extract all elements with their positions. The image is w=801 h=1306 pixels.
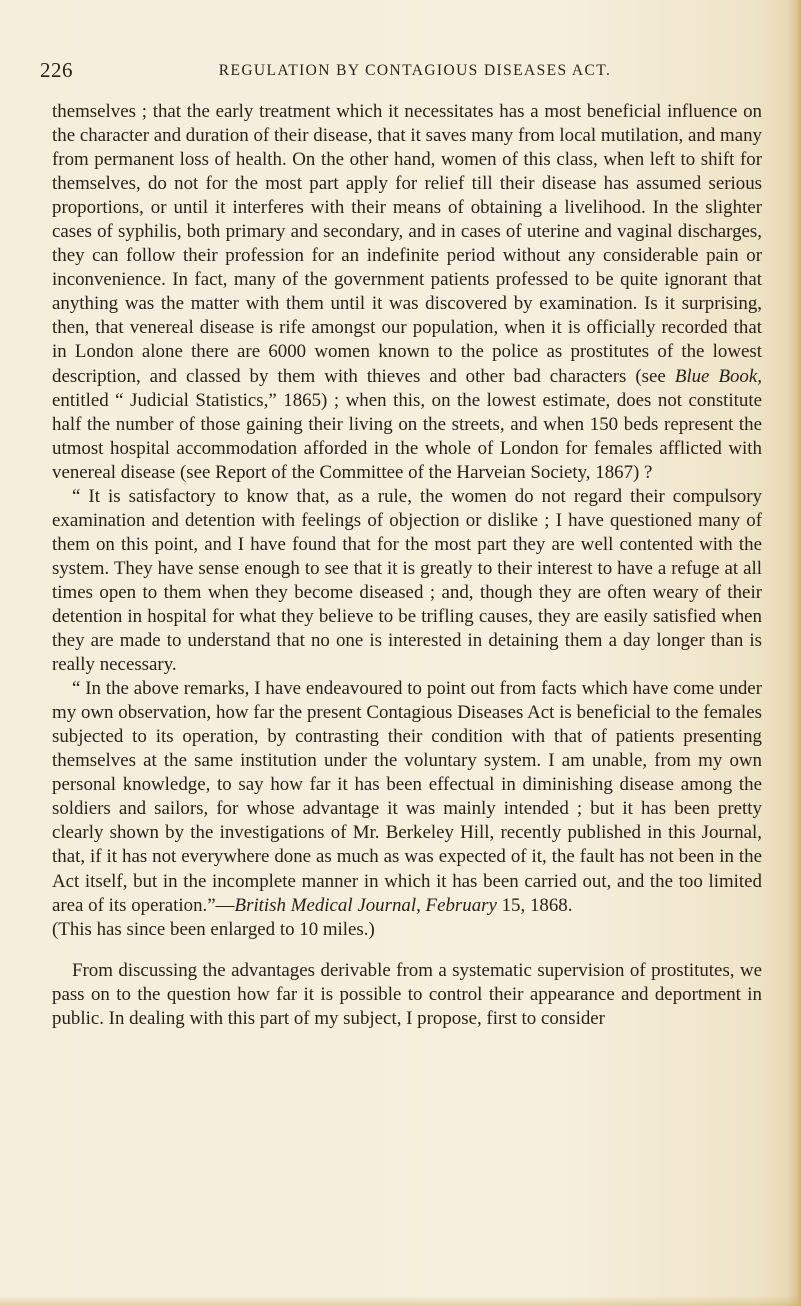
blue-book-title: Blue Book,: [674, 365, 762, 387]
paragraph-gap: [52, 942, 762, 959]
paragraph-1: [52, 100, 762, 485]
paragraph-3-text-a: “ In the above remarks, I have endeavoured to point out from facts which have come under my own observation, how far the present Contagious Diseases Act is beneficial to the females subjected to its operation, by contrasting their condition with that of patients presenting themselves at the same institution under the voluntary system. I am unable, from my own personal knowledge, to say how far it has been effectual in diminishing disease among the soldiers and sailors, for whose advantage it was mainly intended ; but it has been pretty clearly shown by the investigations of Mr. Berkeley Hill, recently published in this Journal, that, if it has not everywhere done as much as was expected of it, the fault has not been in the Act itself, but in the incomplete manner in which it has been carried out, and the too limited area of its operation.”—: [52, 678, 762, 916]
paragraph-1-text-a: themselves ; that the early treatment which it necessitates has a most beneficial influence on the character and duration of their disease, that it saves many from local mutilation, and many from permanent loss of health. On the other hand, women of this class, when left to shift for themselves, do not for the most part apply for relief till their disease has assumed serious proportions, or until it interferes with their means of obtaining a livelihood. In the slighter cases of syphilis, both primary and secondary, and in cases of uterine and vaginal discharges, they can follow their profession for an indefinite period without any considerable pain or inconvenience. In fact, many of the government patients professed to be quite ignorant that anything was the matter with them until it was discovered by examination. Is it surprising, then, that venereal disease is rife amongst our population, when it is officially recorded that in London alone there are 6000 women known to the police as prostitutes of the lowest description, and classed by them with thieves and other bad characters (see: [52, 101, 762, 387]
journal-citation: British Medical Journal, February: [234, 894, 497, 916]
paragraph-5: From discussing the advantages derivable from a systematic supervision of prostitutes, we pass on to the question how far it is possible to control their appearance and deportment in public. In dealing with this part of my subject, I propose, first to consider: [52, 959, 762, 1029]
paragraph-3: [52, 677, 762, 917]
page-bottom-shading: [0, 1296, 801, 1306]
page-edge-shading: [787, 0, 801, 1306]
paragraph-3-text-b: 15, 1868.: [496, 894, 573, 916]
page-number: 226: [40, 58, 73, 82]
page-header: [40, 58, 760, 86]
paragraph-2: “ It is satisfactory to know that, as a rule, the women do not regard their compulsory examination and detention with feelings of objection or dislike ; I have questioned many of them on this point, and I have found that for the most part they are well contented with the system. They have sense enough to see that it is greatly to their interest to have a refuge at all times open to them when they become diseased ; and, though they are often weary of their detention in hospital for what they believe to be trifling causes, they are easily satisfied when they are made to understand that no one is interested in detaining them a day longer than is really necessary.: [52, 485, 762, 676]
running-head: REGULATION BY CONTAGIOUS DISEASES ACT.: [218, 62, 612, 79]
body-text: [52, 100, 762, 1031]
paragraph-4-note: (This has since been enlarged to 10 miles.): [52, 918, 375, 940]
paragraph-1-text-b: entitled “ Judicial Statistics,” 1865) ; when this, on the lowest estimate, does not constitute half the number of those gaining their living on the streets, and when 150 beds represent the utmost hospital accommodation afforded in the whole of London for females afflicted with venereal disease (see Report of the Committee of the Harveian Society, 1867) ?: [52, 389, 762, 483]
